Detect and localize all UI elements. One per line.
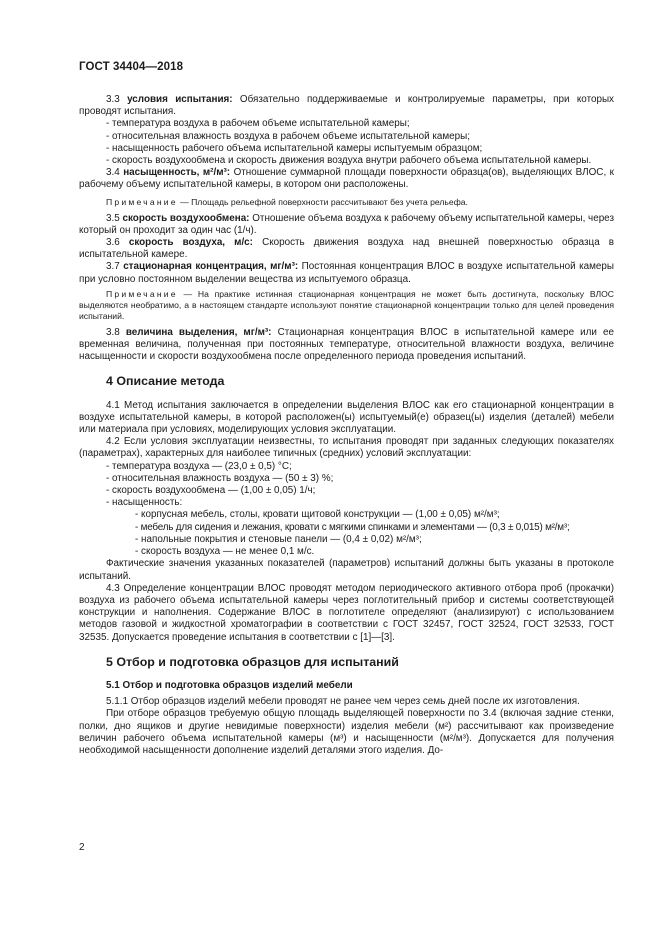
list-item: - относительная влажность воздуха в рабочем объеме испытательной камеры; <box>106 130 471 142</box>
subsection-5-1-heading: 5.1 Отбор и подготовка образцов изделий мебели <box>106 679 353 691</box>
term-3-3: условия испытания: <box>127 94 233 105</box>
term-3-5: скорость воздухообмена: <box>122 212 250 224</box>
sub-list-item: - напольные покрытия и стеновые панели — (0,4 ± 0,02) м²/м³; <box>135 533 422 545</box>
clause-4-2: 4.2 Если условия эксплуатации неизвестны, то испытания проводят при заданных следующих показателях (параметрах), характерных для наиболее типичных (средних) условий эксплуатации: <box>79 436 614 460</box>
sub-list-item: - скорость воздуха — не менее 0,1 м/с. <box>135 546 315 558</box>
clause-3-8: 3.8 величина выделения, мг/м³: Стационарная концентрация ВЛОС в испытательной камере или ее временная величина, полученная при постоянных температуре, относительной влажности воздуха, величине насыщенности и скорости воздухообмена после определенного периода проведения испытаний. <box>79 326 614 363</box>
clause-4-3: 4.3 Определение концентрации ВЛОС проводят методом периодического активного отбора проб (прокачки) воздуха из рабочего объема испытательной камеры через поглотительный прибор и системы соответствующей конструкции и наполнения. Содержание ВЛОС в поглотителе определяют (анализируют) с использованием методов газовой и жидкостной хроматографии в соответствии с ГОСТ 32457, ГОСТ 32524, ГОСТ 32533, ГОСТ 32535. Допускается проведение испытания в соответствии с [1]—[3]. <box>79 582 614 643</box>
sub-list-item: - мебель для сидения и лежания, кровати с мягкими спинками и элементами — (0,3 ± 0,015) м²/м³; <box>135 521 570 533</box>
clause-3-7: 3.7 стационарная концентрация, мг/м³: Постоянная концентрация ВЛОС в воздухе испытательной камеры при условно постоянном выделении вещества из испытуемого образца. <box>79 261 615 285</box>
sub-list-item: - корпусная мебель, столы, кровати щитовой конструкции — (1,00 ± 0,05) м²/м³; <box>135 509 500 521</box>
page-number: 2 <box>79 842 85 853</box>
list-item: - насыщенность: <box>106 497 183 509</box>
term-3-6: скорость воздуха, м/с: <box>128 237 253 249</box>
list-item: - температура воздуха — (23,0 ± 0,5) °С; <box>106 460 292 472</box>
term-3-4: насыщенность, м²/м³: <box>123 167 231 179</box>
clause-4-1: 4.1 Метод испытания заключается в определении выделения ВЛОС как его стационарной концентрации в воздухе испытательной камеры, в которой расположен(ы) испытуемый(е) образец(ы) изделия (деталей) мебели или материала при условиях, моделирующих условия эксплуатации. <box>79 399 614 436</box>
list-item: - скорость воздухообмена — (1,00 ± 0,05) 1/ч; <box>106 485 316 497</box>
paragraph-actual-values: Фактические значения указанных показателей (параметров) испытаний должны быть указаны в протоколе испытаний. <box>79 558 614 582</box>
document-header: ГОСТ 34404—2018 <box>79 61 184 73</box>
paragraph-sample-area: При отборе образцов требуемую общую площадь выделяющей поверхности по 3.4 (включая задние стенки, полки, дно ящиков и другие невидимые поверхности) изделия мебели (м²) рассчитывают как произведение величин рабочего объема испытательной камеры (м³) и насыщенности (м²/м³). Допускается для получения необходимой насыщенности дополнение изделий деталями этого изделия. До- <box>79 708 614 756</box>
document-body <box>79 94 614 757</box>
term-3-7: стационарная концентрация, мг/м³: <box>123 261 299 273</box>
section-4-heading: 4 Описание метода <box>106 374 225 389</box>
clause-3-3: 3.3 условия испытания: Обязательно поддерживаемые и контролируемые параметры, при которых проводят испытания. <box>79 94 614 118</box>
note-3-7: Примечание — На практике истинная стационарная концентрация не может быть достигнута, поскольку ВЛОС выделяются необратимо, а в настоящем стандарте используют понятие стационарной концентрации только для целей проведения испытаний. <box>79 288 614 321</box>
list-item: - насыщенность рабочего объема испытательной камеры испытуемым образцом; <box>106 142 483 154</box>
list-item: - относительная влажность воздуха — (50 ± 3) %; <box>106 472 334 484</box>
section-5-heading: 5 Отбор и подготовка образцов для испытаний <box>106 654 399 669</box>
clause-3-4: 3.4 насыщенность, м²/м³: Отношение суммарной площади поверхности образца(ов), выделяющих ВЛОС, к рабочему объему испытательной камеры, в котором они расположены. <box>79 167 614 191</box>
clause-3-6: 3.6 скорость воздуха, м/с: Скорость движения воздуха над внешней поверхностью образца в испытательной камере. <box>79 237 615 261</box>
clause-3-5: 3.5 скорость воздухообмена: Отношение объема воздуха к рабочему объему испытательной камеры, через который он проходит за один час (1/ч). <box>79 212 614 236</box>
list-item: - температура воздуха в рабочем объеме испытательной камеры; <box>106 118 410 130</box>
clause-5-1-1: 5.1.1 Отбор образцов изделий мебели проводят не ранее чем через семь дней после их изготовления. <box>106 696 580 708</box>
note-3-4: Примечание — Площадь рельефной поверхности рассчитывают без учета рельефа. <box>106 196 468 207</box>
list-item: - скорость воздухообмена и скорость движения воздуха внутри рабочего объема испытательной камеры. <box>106 155 592 167</box>
term-3-8: величина выделения, мг/м³: <box>125 326 272 338</box>
